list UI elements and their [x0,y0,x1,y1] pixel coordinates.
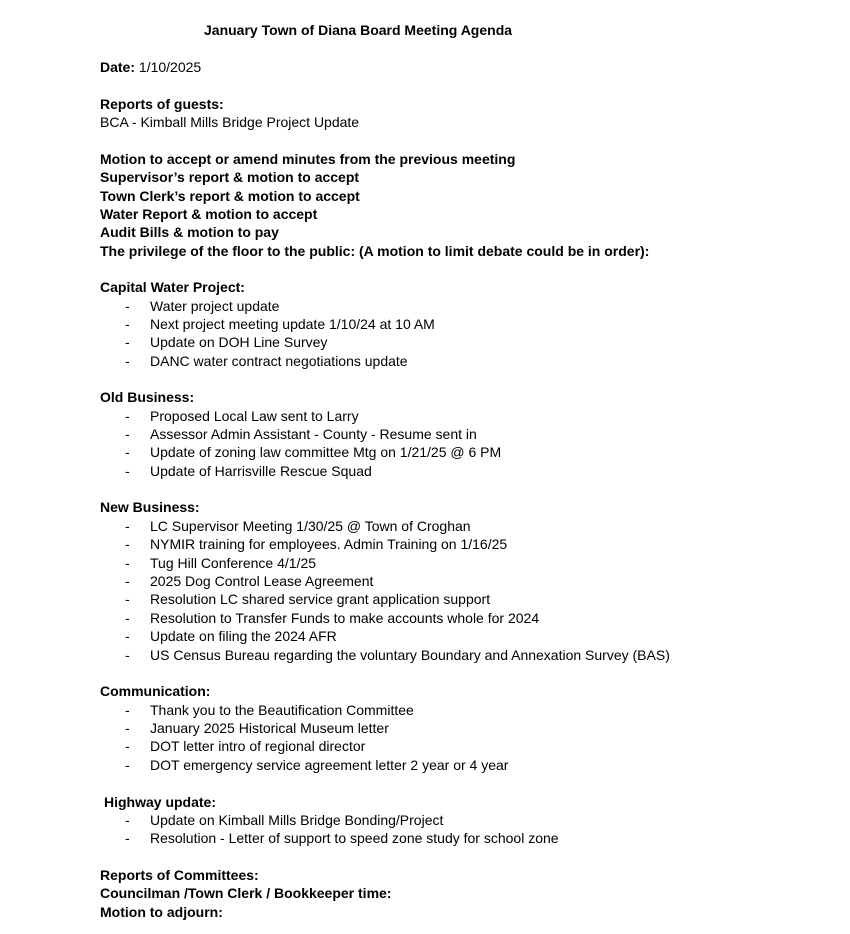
list-item-text: Update of Harrisville Rescue Squad [150,463,372,479]
motion-water-report: Water Report & motion to accept [100,206,318,222]
list-item-text: LC Supervisor Meeting 1/30/25 @ Town of Croghan [150,518,471,534]
list-item [125,333,327,351]
bullet-dash: - [125,757,130,773]
list-item [125,425,477,443]
list-item [125,315,435,333]
bullet-dash: - [125,647,130,663]
list-item-text: Resolution - Letter of support to speed zone study for school zone [150,830,559,846]
bullet-dash: - [125,353,130,369]
list-item [125,627,337,645]
list-item-text: Update on Kimball Mills Bridge Bonding/Project [150,812,444,828]
privilege-of-floor: The privilege of the floor to the public: (A motion to limit debate could be in order): [100,243,650,259]
motion-clerk-report: Town Clerk’s report & motion to accept [100,188,360,204]
motion-supervisor-report: Supervisor’s report & motion to accept [100,169,360,185]
bullet-dash: - [125,444,130,460]
list-item-text: DOT letter intro of regional director [150,738,366,754]
bullet-dash: - [125,316,130,332]
list-item [125,609,539,627]
list-item-text: Resolution LC shared service grant application support [150,591,491,607]
motion-minutes: Motion to accept or amend minutes from the previous meeting [100,151,516,167]
bullet-dash: - [125,738,130,754]
list-item-text: Update on DOH Line Survey [150,334,328,350]
list-item [125,701,414,719]
date-label: Date: [100,59,136,75]
list-item [125,443,501,461]
list-item [125,535,507,553]
list-item-text: Proposed Local Law sent to Larry [150,408,359,424]
bullet-dash: - [125,702,130,718]
list-item [125,737,365,755]
bullet-dash: - [125,830,130,846]
list-item-text: 2025 Dog Control Lease Agreement [150,573,374,589]
list-item [125,756,508,774]
bullet-dash: - [125,591,130,607]
bullet-dash: - [125,463,130,479]
list-item [125,297,279,315]
bullet-dash: - [125,536,130,552]
list-item-text: US Census Bureau regarding the voluntary Boundary and Annexation Survey (BAS) [150,647,670,663]
bullet-dash: - [125,720,130,736]
councilman-clerk-bookkeeper-time: Councilman /Town Clerk / Bookkeeper time: [100,885,392,901]
list-item [125,646,670,664]
list-item [125,407,359,425]
list-item-text: Update of zoning law committee Mtg on 1/21/25 @ 6 PM [150,444,502,460]
guests-item: BCA - Kimball Mills Bridge Project Update [100,114,360,130]
list-item [125,572,373,590]
highway-heading: Highway update: [104,794,217,810]
capital-heading: Capital Water Project: [100,279,245,295]
list-item-text: NYMIR training for employees. Admin Training on 1/16/25 [150,536,508,552]
date-value: 1/10/2025 [138,59,202,75]
list-item-text: Tug Hill Conference 4/1/25 [150,555,317,571]
list-item-text: Resolution to Transfer Funds to make accounts whole for 2024 [150,610,540,626]
list-item-text: January 2025 Historical Museum letter [150,720,389,736]
bullet-dash: - [125,408,130,424]
list-item [125,517,471,535]
motion-to-adjourn: Motion to adjourn: [100,904,223,920]
old-business-heading: Old Business: [100,389,195,405]
bullet-dash: - [125,812,130,828]
date-line [100,58,201,76]
bullet-dash: - [125,426,130,442]
list-item [125,811,443,829]
new-business-heading: New Business: [100,499,200,515]
list-item [125,554,316,572]
list-item-text: DOT emergency service agreement letter 2 year or 4 year [150,757,509,773]
bullet-dash: - [125,555,130,571]
bullet-dash: - [125,298,130,314]
bullet-dash: - [125,573,130,589]
bullet-dash: - [125,610,130,626]
list-item-text: DANC water contract negotiations update [150,353,408,369]
list-item-text: Thank you to the Beautification Committee [150,702,414,718]
list-item [125,590,490,608]
document-title: January Town of Diana Board Meeting Agenda [204,22,513,38]
list-item [125,462,372,480]
list-item-text: Water project update [150,298,280,314]
list-item [125,352,408,370]
guests-heading: Reports of guests: [100,96,224,112]
list-item-text: Next project meeting update 1/10/24 at 10 AM [150,316,435,332]
reports-of-committees: Reports of Committees: [100,867,259,883]
list-item [125,829,559,847]
bullet-dash: - [125,518,130,534]
motion-audit-bills: Audit Bills & motion to pay [100,224,279,240]
bullet-dash: - [125,334,130,350]
communication-heading: Communication: [100,683,211,699]
bullet-dash: - [125,628,130,644]
list-item [125,719,389,737]
list-item-text: Update on filing the 2024 AFR [150,628,337,644]
list-item-text: Assessor Admin Assistant - County - Resume sent in [150,426,477,442]
